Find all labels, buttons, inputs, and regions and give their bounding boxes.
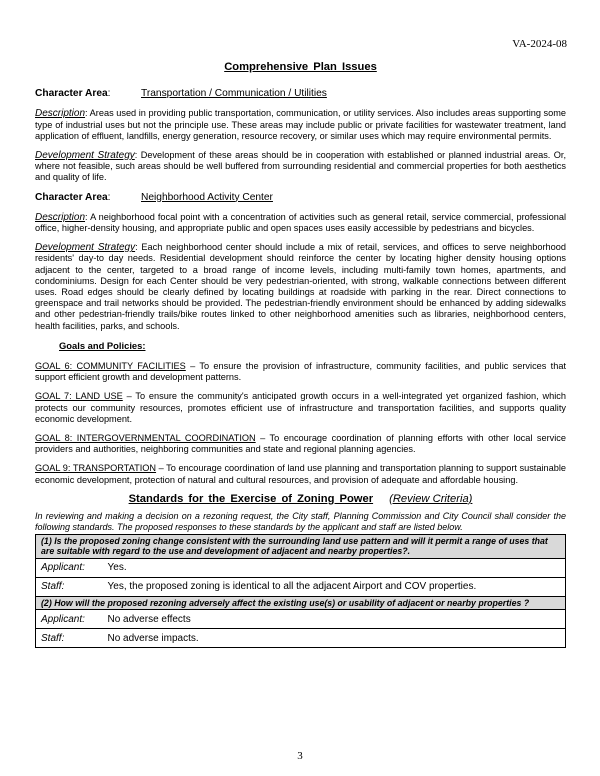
page-content bbox=[35, 62, 566, 648]
strategy-paragraph bbox=[35, 242, 566, 332]
criterion-question-row bbox=[36, 534, 566, 558]
goal-text: – To ensure the provision of infrastructure, community facilities, and public services that support efficient growth and development patterns. bbox=[35, 361, 566, 383]
document-id: VA-2024-08 bbox=[512, 38, 567, 50]
goal-text: – To ensure the community's anticipated growth occurs in a well-integrated yet organized fashion, which protects our community resources, promotes efficient use of infrastructure and transportation facilities, and supports quality economic development. bbox=[35, 391, 566, 424]
response-role: Applicant: bbox=[36, 558, 104, 577]
response-text: Yes. bbox=[104, 558, 566, 577]
goal-paragraph bbox=[35, 463, 566, 485]
character-area-name: Transportation / Communication / Utilities bbox=[141, 88, 327, 100]
description-label: Description bbox=[35, 108, 86, 120]
character-area-heading bbox=[35, 192, 566, 203]
description-text: : A neighborhood focal point with a concentration of activities such as general retail, service commercial, professional office, higher-density housing, and appropriate public and open spaces uses easily accessible by pedestrians and bicycles. bbox=[35, 211, 566, 234]
page-number: 3 bbox=[297, 750, 303, 762]
response-text: No adverse effects bbox=[104, 610, 566, 629]
standards-intro: In reviewing and making a decision on a rezoning request, the City staff, Planning Commission and City Council shall consider the following standards. The proposed responses to these standards by the applicant and staff are listed below. bbox=[35, 511, 566, 532]
response-role: Applicant: bbox=[36, 610, 104, 629]
strategy-label: Development Strategy bbox=[35, 150, 135, 162]
description-text: : Areas used in providing public transportation, communication, or utility services. Also includes areas supporting some type of industrial uses but not the principle use. These areas may include public or private facilities for wastewater treatment, land application of effluent, landfills, energy generation, resource recovery, or similar uses which may require environmental permits. bbox=[35, 108, 566, 141]
character-area-name: Neighborhood Activity Center bbox=[141, 191, 273, 203]
description-paragraph bbox=[35, 212, 566, 234]
response-row bbox=[36, 558, 566, 577]
strategy-label: Development Strategy bbox=[35, 242, 136, 254]
criterion-question: (2) How will the proposed rezoning adversely affect the existing use(s) or usability of adjacent or nearby properties ? bbox=[36, 596, 566, 609]
response-text: Yes, the proposed zoning is identical to all the adjacent Airport and COV properties. bbox=[104, 577, 566, 596]
goal-paragraph bbox=[35, 391, 566, 425]
review-criteria-label: (Review Criteria) bbox=[389, 492, 473, 505]
character-area-label: Character Area: bbox=[35, 88, 111, 100]
goals-heading: Goals and Policies: bbox=[59, 339, 146, 351]
goal-paragraph bbox=[35, 361, 566, 383]
response-row bbox=[36, 577, 566, 596]
response-role: Staff: bbox=[36, 629, 104, 648]
goal-label: GOAL 8: INTERGOVERNMENTAL COORDINATION bbox=[35, 433, 256, 444]
standards-heading bbox=[35, 494, 566, 505]
goal-text: – To encourage coordination of land use planning and transportation planning to support sustainable economic development, protection of natural and cultural resources, and provision of adequate and affordable housing. bbox=[35, 463, 566, 485]
goal-label: GOAL 9: TRANSPORTATION bbox=[35, 463, 157, 474]
criterion-question: (1) Is the proposed zoning change consistent with the surrounding land use pattern and will it permit a range of uses that are suitable with regard to the use and development of adjacent and nearby properties?. bbox=[36, 534, 566, 558]
response-row bbox=[36, 610, 566, 629]
description-label: Description bbox=[35, 211, 86, 223]
review-criteria-table bbox=[35, 534, 566, 648]
page-title: Comprehensive Plan Issues bbox=[224, 61, 377, 73]
goal-paragraph bbox=[35, 433, 566, 455]
response-text: No adverse impacts. bbox=[104, 629, 566, 648]
goal-text: – To encourage coordination of planning efforts with other local service providers and authorities, neighboring communities and state and regional planning agencies. bbox=[35, 433, 566, 455]
standards-title: Standards for the Exercise of Zoning Power bbox=[128, 492, 374, 505]
strategy-text: : Development of these areas should be in cooperation with established or planned industrial areas. Or, where not feasible, such areas should be well buffered from surrounding residential and commercial properties for both aesthetics and quality of life. bbox=[35, 150, 566, 183]
description-paragraph bbox=[35, 108, 566, 142]
response-row bbox=[36, 629, 566, 648]
response-role: Staff: bbox=[36, 577, 104, 596]
goal-label: GOAL 7: LAND USE bbox=[35, 391, 123, 402]
character-area-heading bbox=[35, 88, 566, 99]
criterion-question-row bbox=[36, 596, 566, 609]
strategy-paragraph bbox=[35, 150, 566, 184]
strategy-text: : Each neighborhood center should include a mix of retail, services, and offices to serve neighborhood residents' day-to day needs. Residential development should reinforce the center by locating higher density housing options adjacent to the center, targeted to a broad range of income levels, including multi-family town homes, apartments, and condominiums. Design for each Center should be very pedestrian-oriented, with strong, walkable connections between different uses. Road edges should be clearly defined by locating buildings at roadside with parking in the rear. Direct connections to greenspace and trail networks should be provided. The pedestrian-friendly environment should be enhanced by adding sidewalks and other pedestrian-friendly trails/bike routes linked to other neighborhood amenities such as libraries, neighborhood centers, health facilities, parks, and schools. bbox=[35, 242, 566, 331]
goal-label: GOAL 6: COMMUNITY FACILITIES bbox=[35, 361, 186, 372]
character-area-label: Character Area: bbox=[35, 191, 111, 203]
